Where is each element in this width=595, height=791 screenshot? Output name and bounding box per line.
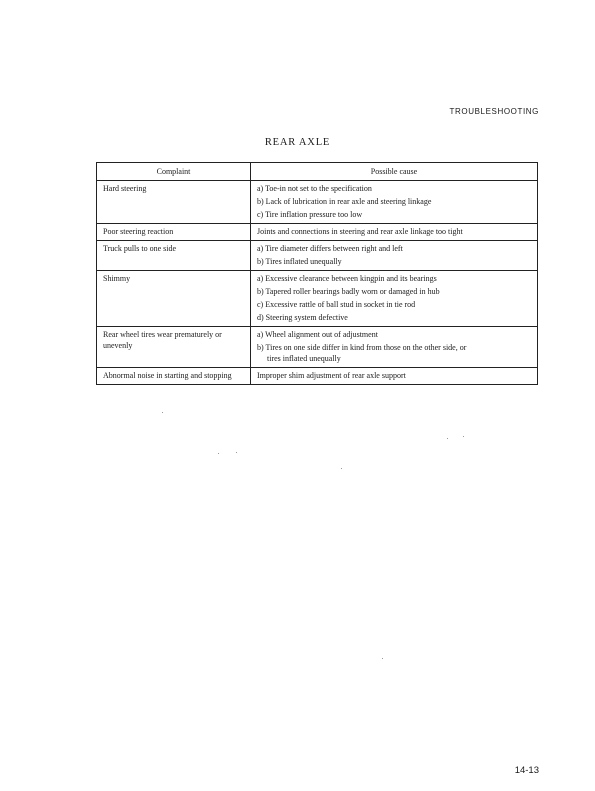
scan-speck bbox=[463, 436, 464, 437]
section-header: TROUBLESHOOTING bbox=[449, 107, 539, 116]
cause-item: a) Wheel alignment out of adjustment bbox=[257, 330, 378, 339]
page-number: 14-13 bbox=[514, 765, 539, 776]
table-row bbox=[97, 224, 538, 241]
table-header-row bbox=[97, 163, 538, 181]
cause-item: b) Tires on one side differ in kind from those on the other side, or bbox=[257, 343, 467, 352]
page-title: REAR AXLE bbox=[264, 137, 331, 148]
scan-speck bbox=[382, 658, 383, 659]
cause-item: b) Tapered roller bearings badly worn or damaged in hub bbox=[257, 287, 440, 296]
cause-cell bbox=[251, 327, 538, 368]
cause-item: b) Tires inflated unequally bbox=[257, 257, 342, 266]
cause-item: a) Excessive clearance between kingpin and its bearings bbox=[257, 274, 437, 283]
scan-speck bbox=[341, 468, 342, 469]
scan-speck bbox=[447, 438, 448, 439]
complaint-cell: Abnormal noise in starting and stopping bbox=[97, 368, 251, 385]
cause-cell bbox=[251, 224, 538, 241]
table-row bbox=[97, 241, 538, 271]
troubleshooting-table bbox=[96, 162, 538, 385]
scan-speck bbox=[236, 452, 237, 453]
complaint-cell: Truck pulls to one side bbox=[97, 241, 251, 271]
cause-item: b) Lack of lubrication in rear axle and steering linkage bbox=[257, 197, 432, 206]
column-header-possible-cause: Possible cause bbox=[251, 163, 538, 181]
cause-item: c) Excessive rattle of ball stud in socket in tie rod bbox=[257, 300, 416, 309]
cause-cell bbox=[251, 241, 538, 271]
cause-cell bbox=[251, 271, 538, 327]
complaint-cell: Poor steering reaction bbox=[97, 224, 251, 241]
table-row bbox=[97, 181, 538, 224]
table-row bbox=[97, 327, 538, 368]
scan-speck bbox=[162, 412, 163, 413]
cause-item: Joints and connections in steering and rear axle linkage too tight bbox=[257, 227, 463, 236]
cause-item-continuation: tires inflated unequally bbox=[267, 354, 341, 363]
table-row bbox=[97, 271, 538, 327]
complaint-cell: Shimmy bbox=[97, 271, 251, 327]
cause-cell bbox=[251, 368, 538, 385]
cause-item: c) Tire inflation pressure too low bbox=[257, 210, 363, 219]
cause-item: d) Steering system defective bbox=[257, 313, 348, 322]
complaint-cell: Rear wheel tires wear prematurely or unevenly bbox=[97, 327, 251, 368]
column-header-complaint: Complaint bbox=[97, 163, 251, 181]
table-row bbox=[97, 368, 538, 385]
complaint-cell: Hard steering bbox=[97, 181, 251, 224]
cause-item: a) Toe-in not set to the specification bbox=[257, 184, 372, 193]
cause-item: Improper shim adjustment of rear axle support bbox=[257, 371, 406, 380]
cause-cell bbox=[251, 181, 538, 224]
cause-item: a) Tire diameter differs between right and left bbox=[257, 244, 403, 253]
scan-speck bbox=[218, 453, 219, 454]
